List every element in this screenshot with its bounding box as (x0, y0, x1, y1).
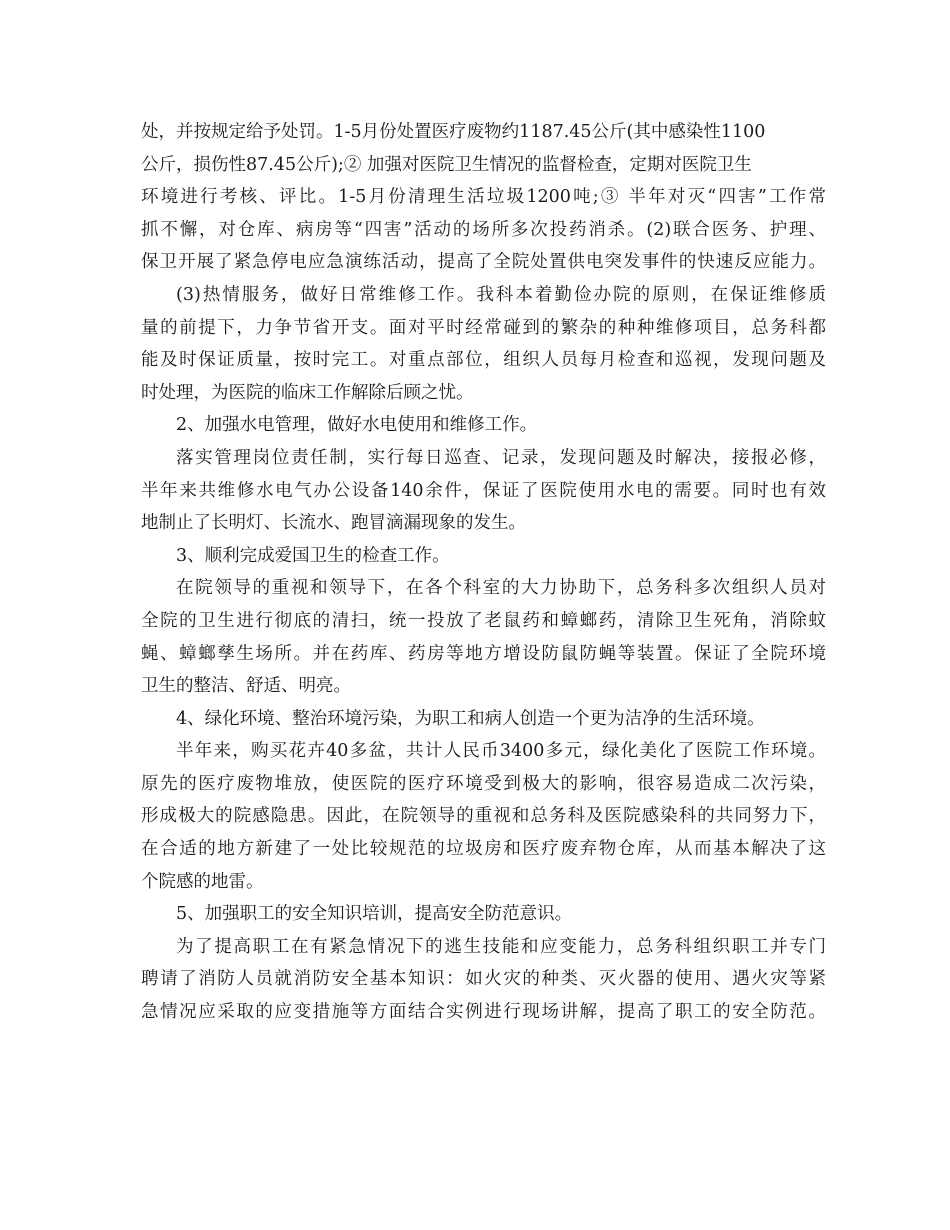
section-heading: 3、顺利完成爱国卫生的检查工作。 (176, 545, 450, 566)
text-line: 半年来共维修水电气办公设备140余件，保证了医院使用水电的需要。同时也有效 (141, 480, 826, 501)
text-line: 急情况应采取的应变措施等方面结合实例进行现场讲解，提高了职工的安全防范。 (141, 1002, 826, 1023)
text-line: 时处理，为医院的临床工作解除后顾之忧。 (141, 382, 474, 403)
text-line: 半年来，购买花卉40多盆，共计人民币3400多元，绿化美化了医院工作环境。 (176, 741, 826, 762)
text-line: 个院感的地雷。 (141, 871, 264, 892)
text-line: 环境进行考核、评比。1-5月份清理生活垃圾1200吨;③ 半年对灭“四害”工作常 (141, 187, 826, 208)
text-line: 能及时保证质量，按时完工。对重点部位，组织人员每月检查和巡视，发现问题及 (141, 350, 826, 371)
text-line: 公斤，损伤性87.45公斤);② 加强对医院卫生情况的监督检查，定期对医院卫生 (141, 154, 752, 175)
text-line: 抓不懈，对仓库、病房等“四害”活动的场所多次投药消杀。(2)联合医务、护理、 (141, 219, 826, 240)
text-line: 原先的医疗废物堆放，使医院的医疗环境受到极大的影响，很容易造成二次污染， (141, 773, 826, 794)
text-line: 蝇、蟑螂孳生场所。并在药库、药房等地方增设防鼠防蝇等装置。保证了全院环境 (141, 643, 826, 664)
text-line: 地制止了长明灯、长流水、跑冒滴漏现象的发生。 (141, 513, 526, 534)
text-line: 为了提高职工在有紧急情况下的逃生技能和应变能力，总务科组织职工并专门 (176, 936, 826, 957)
section-heading: 4、绿化环境、整治环境污染，为职工和病人创造一个更为洁净的生活环境。 (176, 708, 765, 729)
text-line: 在院领导的重视和领导下，在各个科室的大力协助下，总务科多次组织人员对 (176, 578, 826, 599)
text-line: 聘请了消防人员就消防安全基本知识：如火灾的种类、灭火器的使用、遇火灾等紧 (141, 969, 826, 990)
section-heading: 2、加强水电管理，做好水电使用和维修工作。 (176, 415, 538, 436)
text-line: 在合适的地方新建了一处比较规范的垃圾房和医疗废弃物仓库，从而基本解决了这 (141, 839, 826, 860)
text-line: 量的前提下，力争节省开支。面对平时经常碰到的繁杂的种种维修项目，总务科都 (141, 317, 826, 338)
text-line: 落实管理岗位责任制，实行每日巡查、记录，发现问题及时解决，接报必修， (176, 447, 826, 468)
text-line: 处，并按规定给予处罚。1-5月份处置医疗废物约1187.45公斤(其中感染性1100 (141, 122, 766, 142)
text-line: (3)热情服务，做好日常维修工作。我科本着勤俭办院的原则，在保证维修质 (176, 284, 826, 305)
text-line: 卫生的整洁、舒适、明亮。 (141, 676, 351, 697)
document-page (141, 116, 826, 1029)
text-line: 形成极大的院感隐患。因此，在院领导的重视和总务科及医院感染科的共同努力下， (141, 806, 826, 827)
text-line: 全院的卫生进行彻底的清扫，统一投放了老鼠药和蟑螂药，清除卫生死角，消除蚊 (141, 610, 826, 631)
text-line: 保卫开展了紧急停电应急演练活动，提高了全院处置供电突发事件的快速反应能力。 (141, 252, 826, 273)
section-heading: 5、加强职工的安全知识培训，提高安全防范意识。 (176, 904, 573, 925)
